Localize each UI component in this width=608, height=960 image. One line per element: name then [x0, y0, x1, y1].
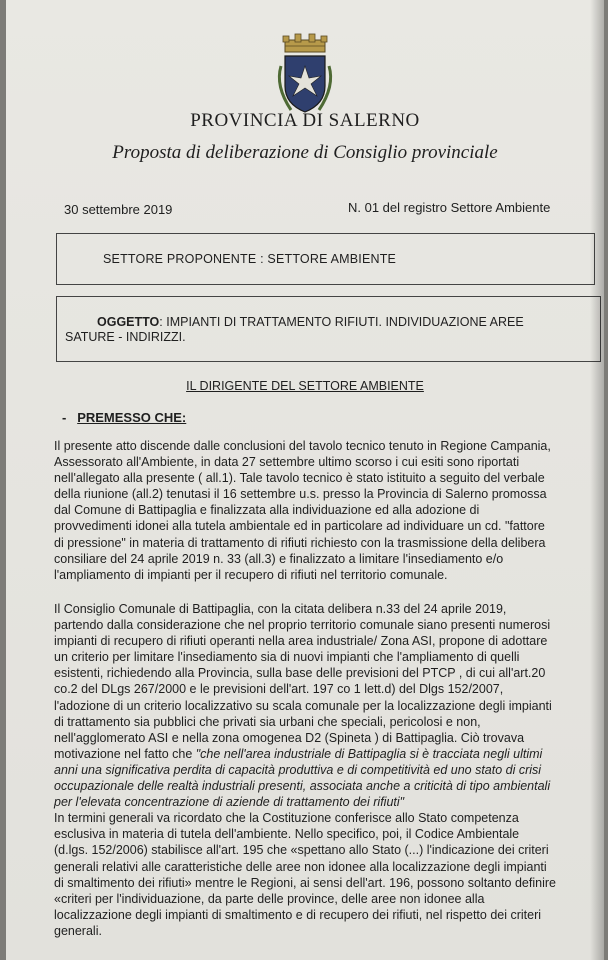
province-crest-icon [271, 26, 339, 116]
quote-text: "che nell'area industriale di Battipaglia si è tracciata negli ultimi [195, 746, 543, 761]
text-line: «criteri per l'individuazione, da parte delle province, delle aree non idonee alla [54, 891, 485, 906]
text-line: (d.lgs. 152/2006) stabilisce all'art. 195 che «spettano allo Stato (...) l'indicazione dei criteri [54, 843, 549, 858]
text-line: consiliare del 24 aprile 2019 n. 33 (all.3) e finalizzato a limitare l'insediamento e/o [54, 551, 504, 566]
text-line: generali relativi alle caratteristiche delle aree non idonee alla localizzazione degli impianti [54, 859, 547, 874]
page-edge-shadow [590, 0, 604, 960]
province-title: PROVINCIA DI SALERNO [190, 110, 420, 131]
text-line [54, 746, 608, 762]
premesso-label: PREMESSO CHE: [77, 410, 187, 425]
text-plain: motivazione nel fatto che [54, 746, 196, 761]
text-line: della riunione (all.2) tenutasi il 16 settembre u.s. presso la Provincia di Salerno promossa [54, 487, 547, 502]
text-line: provvedimenti idonei alla tutela ambientale ed in particolare ad individuare un cd. "fattore [54, 519, 545, 534]
text-line: nell'agglomerato ASI e nella zona omogenea D2 (Spineta ) di Battipaglia. Ciò trovava [54, 730, 525, 745]
text-line: co.2 del DLgs 267/2000 e le previsioni dell'art. 197 co 1 lett.d) del Dlgs 152/2007, [54, 682, 504, 697]
text-line: Assessorato all'Ambiente, in data 27 settembre ultimo scorso i cui esiti sono riportati [54, 455, 520, 470]
paragraph-2 [54, 601, 608, 939]
oggetto-box [56, 296, 601, 362]
text-line: esclusiva in materia di tutela dell'ambiente. Nello specifico, poi, il Codice Ambientale [54, 827, 520, 842]
document-date: 30 settembre 2019 [64, 202, 173, 217]
dirigente-heading: IL DIRIGENTE DEL SETTORE AMBIENTE [186, 379, 424, 393]
quote-line: per l'elevata concentrazione di aziende di trattamento dei rifiuti" [54, 795, 405, 810]
premesso-bullet: - [62, 410, 67, 425]
proponente-box [56, 233, 595, 285]
proponente-text: SETTORE PROPONENTE : SETTORE AMBIENTE [103, 252, 397, 266]
text-line: l'adozione di un criterio localizzativo su scala comunale per la localizzazione degli impianti [54, 698, 552, 713]
text-line: partendo dalla considerazione che nel proprio territorio comunale siano presenti numerosi [54, 618, 551, 633]
text-line: Il Consiglio Comunale di Battipaglia, con la citata delibera n.33 del 24 aprile 2019, [54, 602, 507, 616]
quote-line: occupazionale delle realtà industriali presenti, associata anche a criticità di tipo ambientali [54, 779, 551, 794]
text-line: generali. [54, 923, 102, 938]
document-subtitle: Proposta di deliberazione di Consiglio provinciale [112, 142, 498, 163]
premesso-heading [62, 410, 186, 425]
oggetto-text1: : IMPIANTI DI TRATTAMENTO RIFIUTI. INDIVIDUAZIONE AREE [159, 315, 524, 329]
text-line: localizzazione degli impianti di smaltimento e di recupero dei rifiuti, nel rispetto dei criteri [54, 907, 542, 922]
oggetto-line2: SATURE - INDIRIZZI. [65, 330, 186, 344]
text-line: di pressione" in materia di trattamento di rifiuti richiesto con la trasmissione della delibera [54, 535, 546, 550]
oggetto-line1 [97, 314, 597, 330]
text-line: impianti di recupero di rifiuti operanti nella area industriale/ Zona ASI, propone di adottare [54, 634, 548, 649]
text-line: di smaltimento dei rifiuti» mentre le Regioni, ai sensi dell'art. 196, possono soltanto definire [54, 875, 556, 890]
text-line: esistenti, richiedendo alla Provincia, sulla base delle previsioni del PTCP , di cui all'art.20 [54, 666, 546, 681]
text-line: Il presente atto discende dalle conclusioni del tavolo tecnico tenuto in Regione Campania, [54, 439, 551, 453]
text-line: un criterio per limitare l'insediamento sia di nuovi impianti che l'ampliamento di quelli [54, 650, 520, 665]
text-line: nell'allegato alla presente ( all.1). Tale tavolo tecnico è stato istituito a seguito del verbale [54, 471, 545, 486]
text-line: dal Comune di Battipaglia e finalizzata alla individuazione ed alla adozione di [54, 503, 480, 518]
document-page [6, 0, 604, 960]
text-line: In termini generali va ricordato che la Costituzione conferisce allo Stato competenza [54, 811, 519, 826]
paragraph-1 [54, 438, 608, 583]
oggetto-label: OGGETTO [97, 315, 160, 329]
text-line: l'ampliamento di impianti per il recupero di rifiuti nel territorio comunale. [54, 567, 448, 582]
quote-line: anni una significativa perdita di capacità produttiva e di competitività ed uno stato di crisi [54, 762, 542, 777]
register-number: N. 01 del registro Settore Ambiente [348, 200, 551, 215]
text-line: di trattamento sia pubblici che privati sia urbani che speciali, pericolosi e non, [54, 714, 481, 729]
